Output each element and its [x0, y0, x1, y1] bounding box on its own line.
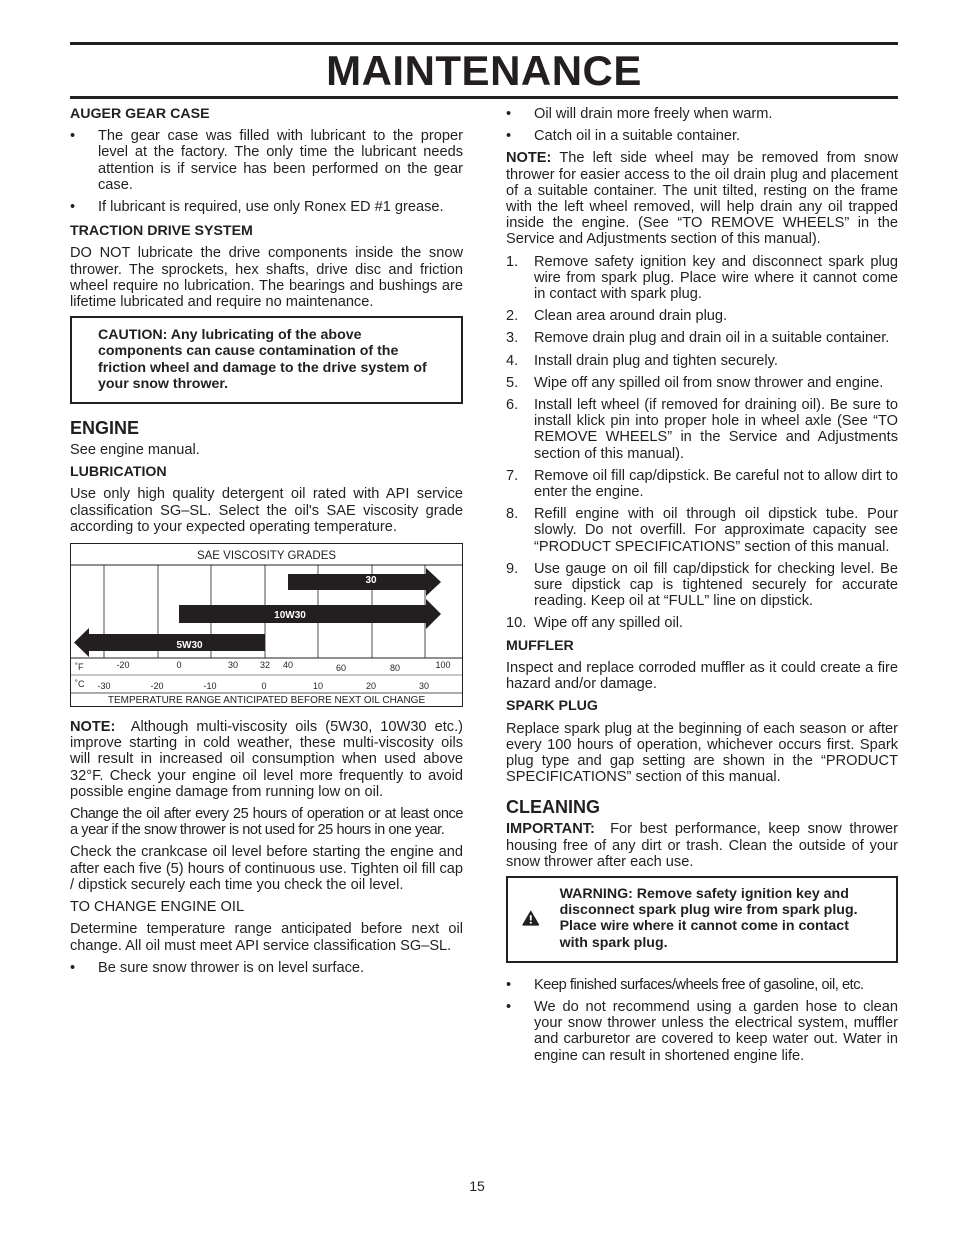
step-text: Install left wheel (if removed for draining oil). Be sure to install klick pin into proper hole in wheel axle (See “TO REMOVE WHEELS” in the Service and Adjustments section of this manual).	[534, 397, 898, 462]
auger-gear-case-heading: AUGER GEAR CASE	[70, 106, 210, 122]
oil-change-interval-text: Change the oil after every 25 hours of operation or at least once a year if the snow thrower is not used for 25 hours in one year.	[70, 806, 463, 839]
spark-plug-heading: SPARK PLUG	[506, 698, 598, 715]
c-tick-label: 20	[365, 681, 377, 692]
fahrenheit-unit: ˚F	[75, 662, 84, 673]
determine-text: Determine temperature range anticipated before next oil change. All oil must meet API service classification SG–SL.	[70, 921, 463, 954]
c-tick-label: -30	[97, 681, 111, 692]
f-tick-label: 0	[176, 660, 182, 671]
cleaning-bullet: • Keep finished surfaces/wheels free of gasoline, oil, etc.	[506, 977, 898, 993]
note-label: NOTE:	[506, 150, 552, 167]
bar-label: 10W30	[274, 610, 306, 622]
page-title: MAINTENANCE	[326, 47, 642, 94]
muffler-text: Inspect and replace corroded muffler as it could create a fire hazard and/or damage.	[506, 659, 898, 693]
auger-bullet: • The gear case was filled with lubricant to the proper level at the factory. The only time the lubricant needs attention is if service has been performed on the gear case.	[70, 128, 463, 193]
f-tick-label: 80	[389, 663, 401, 674]
oil-note	[70, 719, 463, 800]
step-number: 10.	[506, 615, 527, 632]
note-label: NOTE:	[70, 719, 116, 736]
viscosity-chart	[70, 543, 463, 707]
step-number: 7.	[506, 467, 519, 484]
title-underline	[70, 96, 898, 99]
f-tick-label: -20	[116, 660, 130, 671]
step-item	[506, 615, 898, 631]
drain-bullet: • Catch oil in a suitable container.	[506, 128, 898, 144]
engine-text: See engine manual.	[70, 442, 200, 459]
to-change-oil-heading: TO CHANGE ENGINE OIL	[70, 899, 245, 916]
step-number: 9.	[506, 560, 519, 577]
traction-drive-heading: TRACTION DRIVE SYSTEM	[70, 223, 253, 240]
oil-change-steps	[506, 254, 898, 632]
x-axis-caption: TEMPERATURE RANGE ANTICIPATED BEFORE NEXT OIL CHANGE	[107, 695, 426, 707]
important-label: IMPORTANT:	[506, 821, 595, 838]
step-text: Remove oil fill cap/dipstick. Be careful not to allow dirt to enter the engine.	[534, 467, 898, 501]
c-tick-label: -20	[150, 681, 164, 692]
step-number: 1.	[506, 253, 519, 270]
c-tick-label: 0	[261, 681, 267, 692]
bar-label: 30	[365, 575, 377, 587]
f-tick-label: 60	[335, 663, 347, 674]
drain-bullet: • Oil will drain more freely when warm.	[506, 106, 898, 122]
f-tick-label: 32	[259, 660, 271, 671]
step-item	[506, 397, 898, 462]
cleaning-heading: CLEANING	[506, 797, 600, 818]
left-column	[70, 106, 463, 982]
wheel-note	[506, 150, 898, 247]
important-text	[506, 821, 898, 870]
chart-title: SAE VISCOSITY GRADES	[196, 550, 337, 563]
step-text: Clean area around drain plug.	[534, 308, 728, 325]
step-item	[506, 506, 898, 555]
step-text: Refill engine with oil through oil dipstick tube. Pour slowly. Do not overfill. For approximate capacity see “PRODUCT SPECIFICATIONS” section of this manual.	[534, 506, 898, 555]
step-item	[506, 254, 898, 303]
viscosity-bar-5w30	[74, 628, 265, 657]
step-text: Use gauge on oil fill cap/dipstick for checking level. Be sure dipstick cap is tightened securely for accurate reading. Keep oil at “FULL” line on dipstick.	[534, 560, 898, 610]
bar-label: 5W30	[176, 640, 203, 652]
top-rule	[70, 42, 898, 45]
step-item	[506, 375, 898, 391]
f-tick-label: 100	[435, 660, 451, 671]
step-number: 4.	[506, 352, 519, 369]
c-tick-label: 10	[312, 681, 324, 692]
warning-text: WARNING: Remove safety ignition key and disconnect spark plug wire from spark plug. Place wire where it cannot come in contact with spark plug.	[559, 885, 858, 951]
celsius-unit: ˚C	[75, 679, 85, 690]
spark-plug-text: Replace spark plug at the beginning of each season or after every 100 hours of operation, whichever occurs first. Spark plug type and gap setting are shown in the “PRODUCT SPECIFICATIONS” section of this manual.	[506, 720, 898, 786]
step-item	[506, 468, 898, 500]
viscosity-bar-10w30	[179, 599, 441, 629]
muffler-heading: MUFFLER	[506, 637, 574, 654]
step-item	[506, 308, 898, 324]
step-number: 2.	[506, 308, 519, 325]
f-tick-label: 30	[227, 660, 239, 671]
step-text: Wipe off any spilled oil.	[534, 615, 683, 632]
step-item	[506, 561, 898, 610]
lubrication-text: Use only high quality detergent oil rated with API service classification SG–SL. Select the oil's SAE viscosity grade according to your expected operating temperature.	[70, 486, 463, 535]
step-text: Wipe off any spilled oil from snow thrower and engine.	[534, 374, 884, 391]
wheel-note-text: The left side wheel may be removed from snow thrower for easier access to the oil drain plug and placement of a suitable container. The unit tilted, resting on the frame with the left wheel removed, will help drain any oil trapped inside the engine. (See “TO REMOVE WHEELS” in the Service and Adjustments section of this manual).	[506, 150, 898, 248]
f-tick-label: 40	[282, 660, 294, 671]
caution-box: CAUTION: Any lubricating of the above components can cause contamination of the friction wheel and damage to the drive system of your snow thrower.	[70, 316, 463, 404]
step-text: Remove drain plug and drain oil in a suitable container.	[534, 330, 890, 347]
traction-drive-text: DO NOT lubricate the drive components inside the snow thrower. The sprockets, hex shafts, drive disc and friction wheel require no lubrication. The bearings and bushings are lifetime lubricated and require no maintenance.	[70, 245, 463, 311]
level-surface-bullet: • Be sure snow thrower is on level surface.	[70, 960, 463, 976]
c-tick-label: -10	[203, 681, 217, 692]
step-item	[506, 353, 898, 369]
step-number: 5.	[506, 374, 519, 391]
step-item	[506, 330, 898, 346]
right-column	[506, 106, 898, 1070]
oil-check-text: Check the crankcase oil level before starting the engine and after each five (5) hours of continuous use. Tighten oil fill cap / dipstick securely each time you check the oil level.	[70, 844, 463, 893]
step-number: 8.	[506, 506, 519, 523]
engine-heading: ENGINE	[70, 418, 140, 439]
c-tick-label: 30	[418, 681, 430, 692]
step-number: 3.	[506, 330, 519, 347]
cleaning-bullet: • We do not recommend using a garden hose to clean your snow thrower unless the electrical system, muffler and carburetor are covered to keep water out. Water in engine can result in shortened engine life.	[506, 999, 898, 1064]
step-number: 6.	[506, 397, 519, 414]
step-text: Install drain plug and tighten securely.	[534, 352, 778, 369]
note-text: Although multi-viscosity oils (5W30, 10W30 etc.) improve starting in cold weather, these multi-viscosity oils will result in increased oil consumption when used above 32°F. Check your engine oil level more frequently to avoid possible engine damage from running low on oil.	[70, 719, 463, 800]
important-body: For best performance, keep snow thrower housing free of any dirt or trash. Clean the outside of your snow thrower after each use.	[506, 821, 898, 870]
warning-triangle-icon	[522, 893, 540, 943]
step-text: Remove safety ignition key and disconnect spark plug wire from spark plug. Place wire where it cannot come in contact with spark plug.	[534, 253, 898, 303]
warning-box	[506, 876, 898, 963]
page-number: 15	[469, 1178, 485, 1194]
viscosity-chart-svg	[71, 544, 462, 706]
lubrication-heading: LUBRICATION	[70, 464, 167, 481]
auger-bullet: • If lubricant is required, use only Ronex ED #1 grease.	[70, 199, 463, 215]
